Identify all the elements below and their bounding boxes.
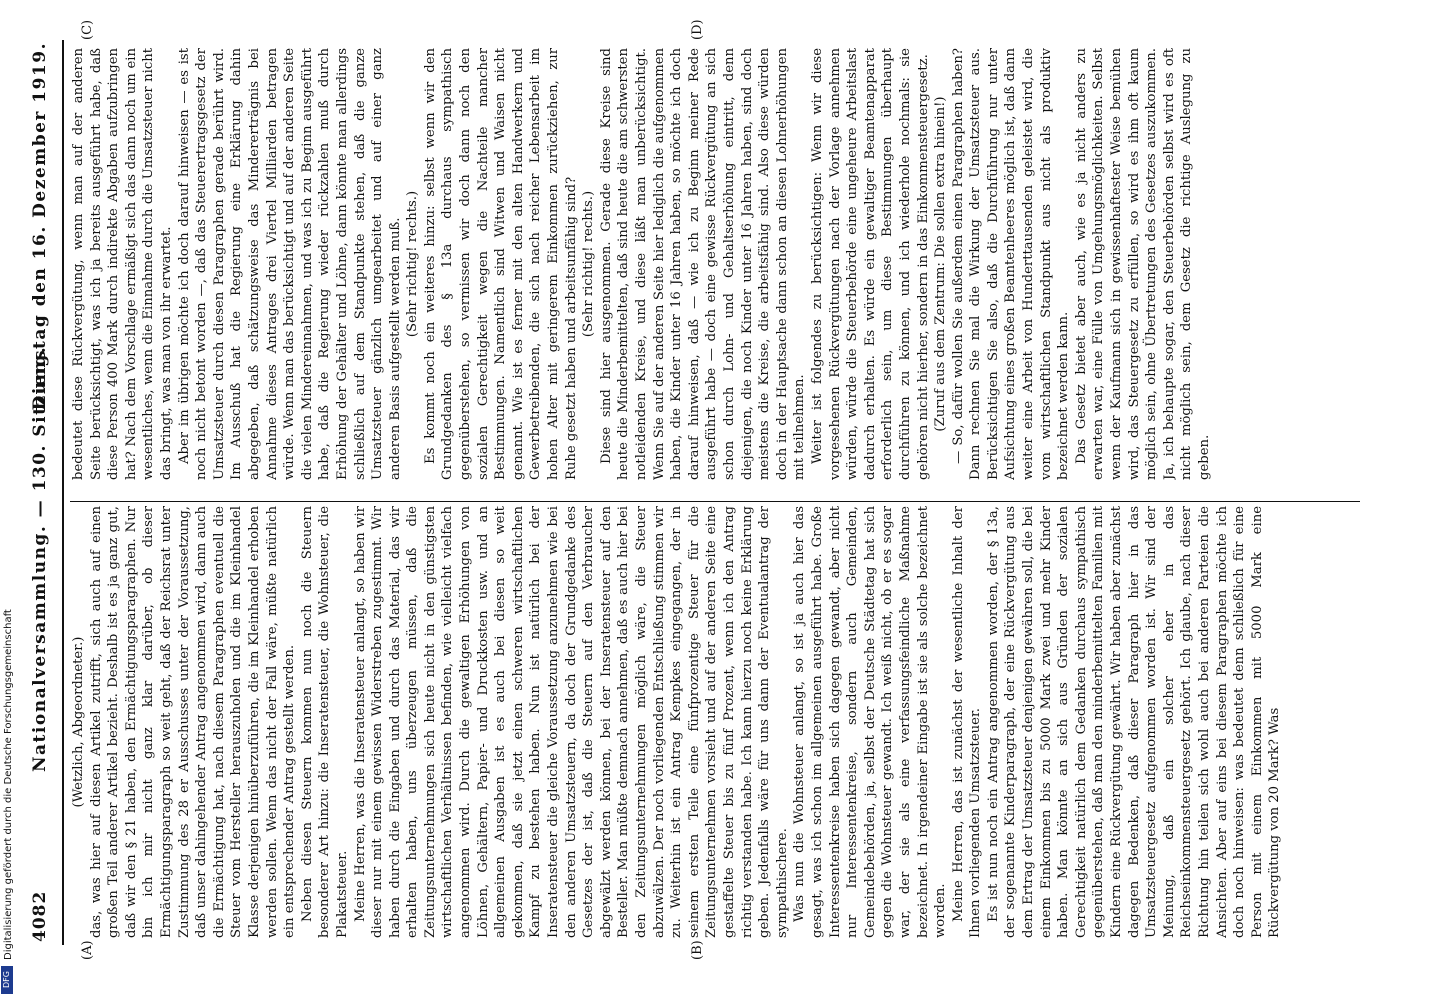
paragraph: Meine Herren, was die Inseratensteuer anlangt, so haben wir dieser nur mit einem gewissen Widerstreben zugestimmt. Wir haben durch die Eingaben und durch das Material, das wir erhalten haben, uns überzeugen müssen, daß die Zeitungsunternehmungen sich heute nicht in den günstigsten wirtschaftlichen Verhältnissen befinden, wie vielleicht vielfach angenommen wird. Durch die gewaltigen Erhöhungen von Löhnen, Gehältern, Papier- und Druckkosten usw. und an allgemeinen Ausgaben ist es auch bei diesen so weit gekommen, daß sie jetzt einen schweren wirtschaftlichen Kampf zu bestehen haben. Nun ist natürlich bei der Inseratensteuer die gleiche Voraussetzung anzunehmen wie bei den anderen Umsatzsteuern, da doch der Grundgedanke des Gesetzes der ist, daß die Steuern auf den Verbraucher abgewälzt werden können, bei der Inseratensteuer auf den Besteller. Man müßte demnach annehmen, daß es auch hier bei den Zeitungsunternehmungen möglich wäre, die Steuer abzuwälzen. Der noch vorliegenden Entschließung stimmen wir zu. Weiterhin ist ein Antrag Kempkes eingegangen, der in seinem ersten Teile eine fünfprozentige Steuer für die Zeitungsunternehmen vorsieht und auf der anderen Seite eine gestaffelte Steuer bis zu fünf Prozent, wenn ich den Antrag richtig verstanden habe. Ich kann hierzu noch keine Erklärung geben. Jedenfalls wäre für uns dann der Eventualantrag der sympathischere. bbox=[352, 506, 790, 938]
left-column bbox=[70, 506, 1360, 938]
interjection: (Sehr richtig! rechts.) bbox=[581, 190, 597, 338]
margin-mark-a: (A) bbox=[80, 940, 95, 960]
page-header bbox=[30, 42, 60, 942]
paragraph: — So, dafür wollen Sie außerdem einen Paragraphen haben? Dann rechnen Sie mal die Wirkung der Umsatzsteuer aus. Berücksichtigen Sie also, daß die Durchführung nur unter Aufsichtung eines großen Beamtenheeres möglich ist, daß dann weiter eine Arbeit von Hunderttausenden geleistet wird, die vom wirtschaftlichen Standpunkt aus nicht als produktiv bezeichnet werden kann. bbox=[950, 48, 1072, 480]
interjection: (Sehr richtig! rechts.) bbox=[405, 190, 421, 338]
column-divider bbox=[70, 501, 1360, 502]
margin-mark-c: (C) bbox=[80, 19, 95, 40]
paragraph: Es ist nun noch ein Antrag angenommen worden, der § 13a, der sogenannte Kinderparagraph, der eine Rückvergütung aus dem Ertrag der Umsatzsteuer denjenigen gewähren soll, die bei einem Einkommen bis zu 5000 Mark zwei und mehr Kinder haben. Man könnte an sich aus Gründen der sozialen Gerechtigkeit natürlich dem Gedanken durchaus sympathisch gegenüberstehen, daß man den minderbemittelten Familien mit Kindern eine Rückvergütung gewährt. Wir haben aber zunächst dagegen Bedenken, daß dieser Paragraph hier in das Umsatzsteuergesetz aufgenommen worden ist. Wir sind der Meinung, daß ein solcher eher in das Reichseinkommensteuergesetz gehört. Ich glaube, nach dieser Richtung hin teilen sich wohl auch bei anderen Parteien die Ansichten. Aber auf eins bei diesem Paragraphen möchte ich doch noch hinweisen: was bedeutet denn schließlich für eine Person mit einem Einkommen mit 5000 Mark eine Rückvergütung von 20 Mark? Was bbox=[985, 506, 1283, 938]
credit-text: Digitalisierung gefördert durch die Deutsche Forschungsgemeinschaft bbox=[3, 609, 14, 960]
paragraph: Was nun die Wohnsteuer anlangt, so ist ja auch hier das gesagt, was ich schon im allgemeinen ausgeführt habe. Große Interessentenkreise haben sich dagegen gewandt, aber nicht nur Interessentenkreise, sondern auch Gemeinden, Gemeindebehörden, ja, selbst der Deutsche Städtetag hat sich gegen die Wohnsteuer gewandt. Ich weiß nicht, ob er es sogar war, der sie als eine verfassungsfeindliche Maßnahme bezeichnet. In irgendeiner Eingabe ist sie als solche bezeichnet worden. bbox=[792, 506, 949, 938]
dfg-logo: DFG bbox=[1, 966, 13, 994]
paragraph: Weiter ist folgendes zu berücksichtigen: Wenn wir diese vorgesehenen Rückvergütungen nach der Vorlage annehmen würden, würde die Steuerbehörde eine ungeheure Arbeitslast dadurch erhalten. Es würde ein gewaltiger Beamtenapparat erforderlich sein, um diese Bestimmungen überhaupt durchführen zu können, und ich wiederhole nochmals: sie gehören nicht hierher, sondern in das Einkommensteuergesetz. bbox=[809, 48, 931, 480]
page-number: 4082 bbox=[30, 890, 50, 942]
page-title: Nationalversammlung. — 130. Sitzung. bbox=[30, 345, 50, 772]
interjection: (Zuruf aus dem Zentrum: Die sollen extra hinein!) bbox=[933, 96, 949, 432]
paragraph: Diese sind hier ausgenommen. Gerade diese Kreise sind heute die Minderbemittelten, daß sind heute die am schwersten notleidenden Kreise, und diese läßt man unberücksichtigt. Wenn Sie auf der anderen Seite hier lediglich die aufgenommen haben, die Kinder unter 16 Jahren haben, so möchte ich doch darauf hinweisen, daß — wie ich zu Beginn meiner Rede ausgeführt habe — doch eine gewisse Rückvergütung an sich schon durch Lohn- und Gehaltserhöhung eintritt, denn diejenigen, die noch Kinder unter 16 Jahren haben, sind doch meistens die Kreise, die arbeitsfähig sind. Also diese würden doch in der Hauptsache dann schon an diesen Lohnerhöhungen mit teilnehmen. bbox=[598, 48, 808, 480]
paragraph: Neben diesen Steuern kommen nun noch die Steuern besonderer Art hinzu: die Inseratensteuer, die Wohnsteuer, die Plakatsteuer. bbox=[299, 506, 350, 938]
margin-mark-d: (D) bbox=[690, 19, 705, 40]
right-column bbox=[70, 48, 1360, 480]
paragraph: Das Gesetz bietet aber auch, wie es ja nicht anders zu erwarten war, eine Fülle von Umgehungsmöglichkeiten. Selbst wenn der Kaufmann sich in gewissenhaftester Weise bemühen wird, das Steuergesetz zu erfüllen, so wird es ihm oft kaum möglich sein, ohne Übertretungen des Gesetzes auszukommen. Ja, ich behaupte sogar, den Steuerbehörden selbst wird es oft nicht möglich sein, dem Gesetz die richtige Auslegung zu geben. bbox=[1073, 48, 1212, 480]
paragraph: Es kommt noch ein weiteres hinzu: selbst wenn wir den Grundgedanken des § 13a durchaus sympathisch gegenüberstehen, so vermissen wir doch dann noch den sozialen Gerechtigkeit wegen die Nachteile mancher Bestimmungen. Namentlich sind Witwen und Waisen nicht genannt. Wie ist es ferner mit den alten Handwerkern und Gewerbetreibenden, die sich nach reicher Lebensarbeit im hohen Alter mit geringerem Einkommen zurückziehen, zur Ruhe gesetzt haben und arbeitsunfähig sind? bbox=[422, 48, 579, 480]
digitization-credit bbox=[0, 0, 14, 1000]
page-date: Dienstag den 16. Dezember 1919. bbox=[30, 42, 50, 411]
paragraph: das, was hier auf diesen Artikel zutrifft, sich auch auf einen großen Teil anderer Artikel bezieht. Deshalb ist es ja ganz gut, daß wir den § 21 haben, den Ermächtigungsparagraphen. Nur bin ich mir nicht ganz klar darüber, ob dieser Ermächtigungsparagraph so weit geht, daß der Reichsrat unter Zustimmung des 28 er Ausschusses unter der Voraussetzung, daß unser dahingehender Antrag angenommen wird, dann auch die Ermächtigung hat, nach diesem Paragraphen eventuell die Steuer vom Hersteller herauszuholen und die im Kleinhandel Klasse derjenigen hinüberzuführen, die im Kleinhandel erhoben werden sollen. Wenn das nicht der Fall wäre, müßte natürlich ein entsprechender Antrag gestellt werden. bbox=[88, 506, 298, 938]
speaker-line: (Wetzlich, Abgeordneter.) bbox=[71, 636, 86, 808]
header-rule bbox=[62, 40, 64, 945]
paragraph: Aber im übrigen möchte ich doch darauf hinweisen — es ist noch nicht betont worden —, daß das Steuerertragsgesetz der Umsatzsteuer durch diesen Paragraphen gerade berührt wird. Im Ausschuß hat die Regierung eine Erklärung dahin abgegeben, daß schätzungsweise das Mindererträgnis bei Annahme dieses Antrages drei Viertel Milliarden betragen würde. Wenn man das berücksichtigt und auf der anderen Seite die vielen Mindereinnahmen, und was ich zu Beginn ausgeführt habe, daß die Regierung wieder rückzahlen muß durch Erhöhung der Gehälter und Löhne, dann könnte man allerdings schließlich auf dem Standpunkte stehen, daß die ganze Umsatzsteuer gänzlich umgearbeitet und auf einer ganz anderen Basis aufgestellt werden muß. bbox=[176, 48, 403, 480]
margin-mark-b: (B) bbox=[690, 940, 705, 960]
paragraph: Meine Herren, das ist zunächst der wesentliche Inhalt der Ihnen vorliegenden Umsatzsteuer. bbox=[950, 506, 984, 938]
paragraph: bedeutet diese Rückvergütung, wenn man auf der anderen Seite berücksichtigt, was ich ja bereits ausgeführt habe, daß diese Person 400 Mark durch indirekte Abgaben aufzubringen hat? Nach dem Vorschlage ermäßigt sich das dann noch um ein wesentliches, wenn die Einnahme durch die Umsatzsteuer nicht das bringt, was man von ihr erwartet. bbox=[71, 48, 174, 480]
